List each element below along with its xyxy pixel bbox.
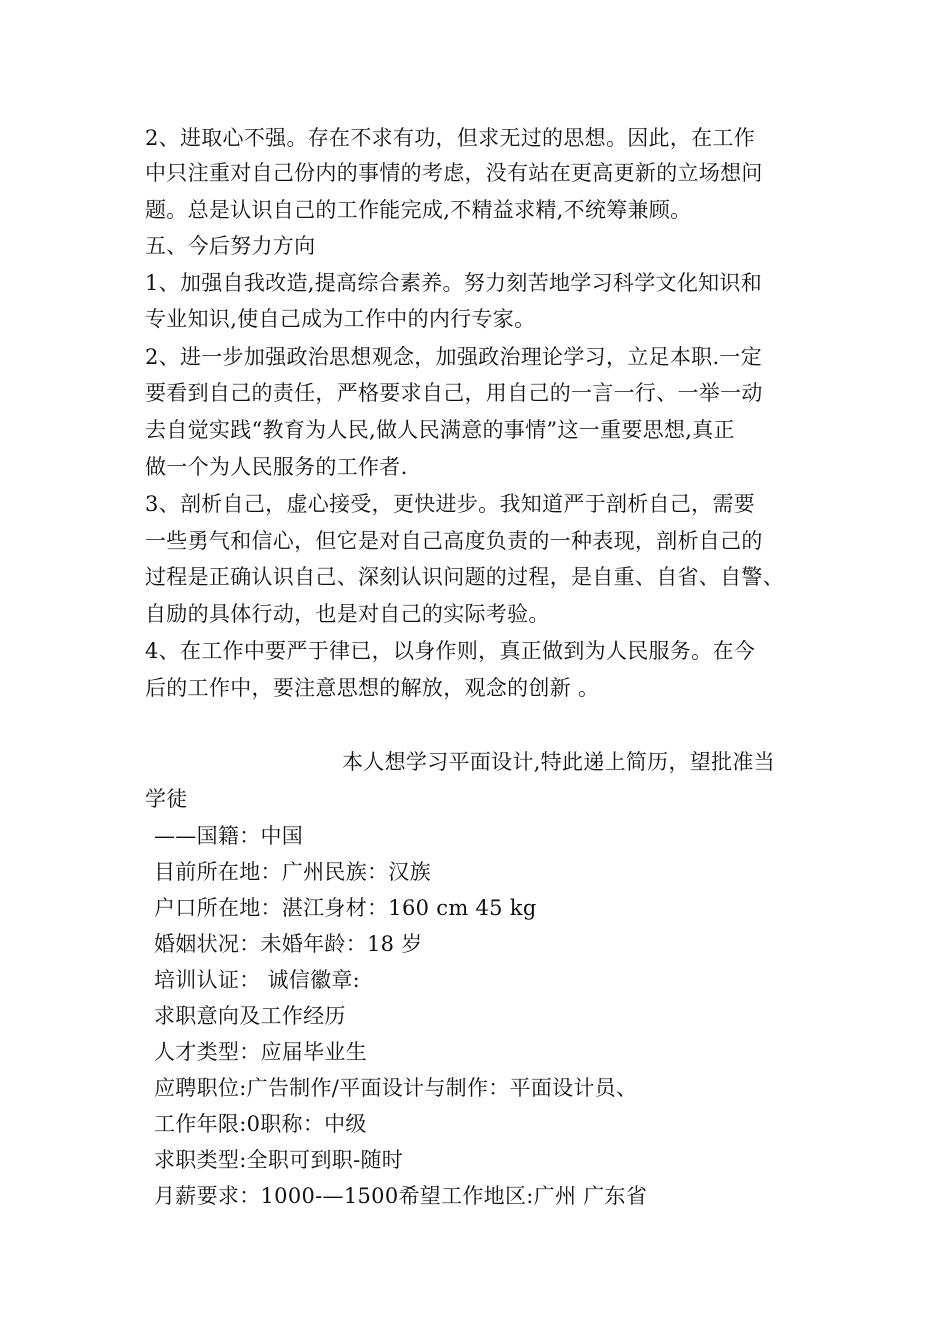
text-line: 2、进一步加强政治思想观念，加强政治理论学习，立足本职.一定 xyxy=(145,345,763,369)
resume-field: 户口所在地：湛江身材：160 cm 45 kg xyxy=(154,896,537,920)
text-line: 一些勇气和信心，但它是对自己高度负责的一种表现，剖析自己的 xyxy=(145,529,763,553)
text-line: 专业知识,使自己成为工作中的内行专家。 xyxy=(145,307,536,331)
text-line: 要看到自己的责任，严格要求自己，用自己的一言一行、一举一动 xyxy=(145,381,763,405)
text-line: 自励的具体行动，也是对自己的实际考验。 xyxy=(145,602,550,626)
resume-field: 应聘职位:广告制作/平面设计与制作：平面设计员、 xyxy=(154,1076,638,1100)
text-line: 过程是正确认识自己、深刻认识问题的过程，是自重、自省、自警、 xyxy=(145,565,784,589)
text-line: 题。总是认识自己的工作能完成,不精益求精,不统筹兼顾。 xyxy=(145,198,692,222)
resume-field: 婚姻状况：未婚年龄：18 岁 xyxy=(154,932,423,956)
resume-field: 培训认证： 诚信徽章: xyxy=(154,968,361,992)
resume-field: 月薪要求：1000-—1500希望工作地区:广州 广东省 xyxy=(154,1184,648,1208)
resume-field: 人才类型：应届毕业生 xyxy=(154,1040,367,1064)
text-line: 3、剖析自己，虚心接受，更快进步。我知道严于剖析自己，需要 xyxy=(145,492,756,516)
text-line: 做一个为人民服务的工作者. xyxy=(145,455,408,479)
resume-section-heading: 求职意向及工作经历 xyxy=(154,1004,346,1028)
text-line: 去自觉实践“教育为人民,做人民满意的事情”这一重要思想,真正 xyxy=(145,418,735,442)
section-heading: 五、今后努力方向 xyxy=(145,234,316,258)
resume-field: 求职类型:全职可到职-随时 xyxy=(154,1148,404,1172)
resume-field: 目前所在地：广州民族：汉族 xyxy=(154,860,431,884)
resume-field: 工作年限:0职称：中级 xyxy=(154,1112,367,1136)
text-line: 4、在工作中要严于律已，以身作则，真正做到为人民服务。在今 xyxy=(145,639,756,663)
text-line: 中只注重对自己份内的事情的考虑，没有站在更高更新的立场想问 xyxy=(145,161,763,185)
text-line: 2、进取心不强。存在不求有功，但求无过的思想。因此，在工作 xyxy=(145,126,756,150)
resume-field: ——国籍：中国 xyxy=(154,824,304,848)
text-line: 后的工作中，要注意思想的解放，观念的创新 。 xyxy=(145,676,600,700)
text-line: 1、加强自我改造,提高综合素养。努力刻苦地学习科学文化知识和 xyxy=(145,271,763,295)
text-line: 学徒 xyxy=(145,787,188,811)
text-line: 本人想学习平面设计,特此递上简历，望批准当 xyxy=(342,750,775,774)
